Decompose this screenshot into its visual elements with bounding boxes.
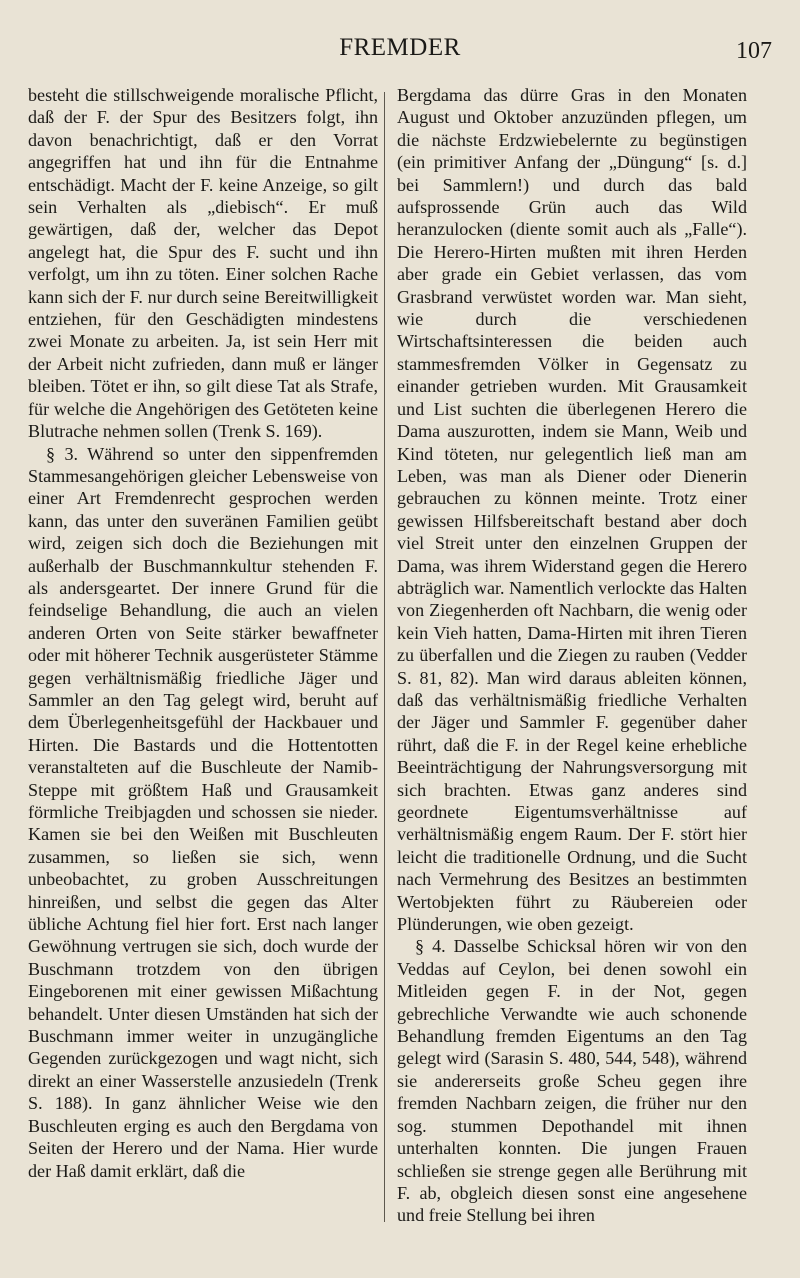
left-column <box>28 84 378 1182</box>
left-paragraph-2: § 3. Während so unter den sippenfremden Stammesangehörigen gleicher Lebensweise von einer Art Fremdenrecht gesprochen werden kann, das unter den suveränen Familien geübt wird, zeigen sich doch die Beziehungen mit außerhalb der Buschmannkultur stehenden F. als andersgeartet. Der innere Grund für die feindselige Behandlung, die auch an vielen anderen Orten von Seite stärker bewaffneter oder mit höherer Technik ausgerüsteter Stämme gegen verhältnismäßig friedliche Jäger und Sammler an den Tag gelegt wird, beruht auf dem Überlegenheitsgefühl der Hackbauer und Hirten. Die Bastards und die Hottentotten veranstalteten auf die Buschleute der Namib-Steppe mit größtem Haß und Grausamkeit förmliche Treibjagden und schossen sie nieder. Kamen sie bei den Weißen mit Buschleuten zusammen, so ließen sie sich, wenn unbeobachtet, zu groben Ausschreitungen hinreißen, und selbst die gegen das Alter übliche Achtung fiel hier fort. Erst nach langer Gewöhnung vertrugen sie sich, doch wurde der Buschmann trotzdem von den übrigen Eingeborenen mit einer gewissen Mißachtung behandelt. Unter diesen Umständen hat sich der Buschmann immer weiter in unzugängliche Gegenden zurückgezogen und wagt nicht, sich direkt an einer Wasserstelle anzusiedeln (Trenk S. 188). In ganz ähnlicher Weise wie den Buschleuten erging es auch den Bergdama von Seiten der Herero und der Nama. Hier wurde der Haß damit erklärt, daß die <box>28 443 378 1181</box>
left-paragraph-1: besteht die stillschweigende moralische Pflicht, daß der F. der Spur des Besitzers folgt, ihn davon benachrichtigt, daß er den Vorrat angegriffen hat und ihn für die Entnahme entschädigt. Macht der F. keine Anzeige, so gilt sein Verhalten als „diebisch“. Er muß gewärtigen, daß der, welcher das Depot angelegt hat, die Spur des F. sucht und ihn verfolgt, um ihn zu töten. Einer solchen Rache kann sich der F. nur durch seine Bereitwilligkeit entziehen, für den Geschädigten mindestens zwei Monate zu arbeiten. Ja, ist sein Herr mit der Arbeit nicht zufrieden, dann muß er länger bleiben. Tötet er ihn, so gilt diese Tat als Strafe, für welche die Angehörigen des Getöteten keine Blutrache nehmen sollen (Trenk S. 169). <box>28 85 378 442</box>
column-divider <box>384 92 385 1222</box>
right-column <box>397 84 747 1227</box>
page-number: 107 <box>736 38 772 64</box>
page-header <box>0 20 800 66</box>
right-paragraph-2: § 4. Dasselbe Schicksal hören wir von den Veddas auf Ceylon, bei denen sowohl ein Mitleiden gegen F. in der Not, gegen gebrechliche Verwandte wie auch schonende Behandlung fremden Eigentums an den Tag gelegt wird (Sarasin S. 480, 544, 548), während sie andererseits große Scheu gegen ihre fremden Nachbarn zeigen, die früher nur den sog. stummen Depothandel mit ihnen unterhalten konnten. Die jungen Frauen schließen sie strenge gegen alle Berührung mit F. ab, obgleich diesen sonst eine angesehene und freie Stellung bei ihren <box>397 936 747 1226</box>
right-paragraph-1: Bergdama das dürre Gras in den Monaten August und Oktober anzuzünden pflegen, um die nächste Erdzwiebelernte zu begünstigen (ein primitiver Anfang der „Düngung“ [s. d.] bei Sammlern!) und durch das bald aufsprossende Grün auch das Wild heranzulocken (diente somit auch als „Falle“). Die Herero-Hirten mußten mit ihren Herden aber grade ein Gebiet verlassen, das vom Grasbrand verwüstet worden war. Man sieht, wie durch die verschiedenen Wirtschaftsinteressen die beiden auch stammesfremden Völker in Gegensatz zu einander getrieben wurden. Mit Grausamkeit und List suchten die überlegenen Herero die Dama auszurotten, indem sie Mann, Weib und Kind töteten, nur gelegentlich ließ man am Leben, was man als Diener oder Dienerin gebrauchen zu können meinte. Trotz einer gewissen Hilfsbereitschaft bestand aber doch viel Streit unter den einzelnen Gruppen der Dama, was ihrem Widerstand gegen die Herero abträglich war. Namentlich verlockte das Halten von Ziegenherden oft Nachbarn, die wenig oder kein Vieh hatten, Dama-Hirten mit ihren Tieren zu überfallen und die Ziegen zu rauben (Vedder S. 81, 82). Man wird daraus ableiten können, daß das verhältnismäßig friedliche Verhalten der Jäger und Sammler F. gegenüber daher rührt, daß die F. in der Regel keine erhebliche Beeinträchtigung der Nahrungsversorgung mit sich brachten. Etwas ganz anderes sind geordnete Eigentumsverhältnisse auf verhältnismäßig engem Raum. Der F. stört hier leicht die traditionelle Ordnung, und die Sucht nach Vermehrung des Besitzes an bestimmten Wertobjekten führt zu Räubereien oder Plünderungen, wie oben gezeigt. <box>397 85 747 935</box>
running-title: FREMDER <box>339 34 461 61</box>
